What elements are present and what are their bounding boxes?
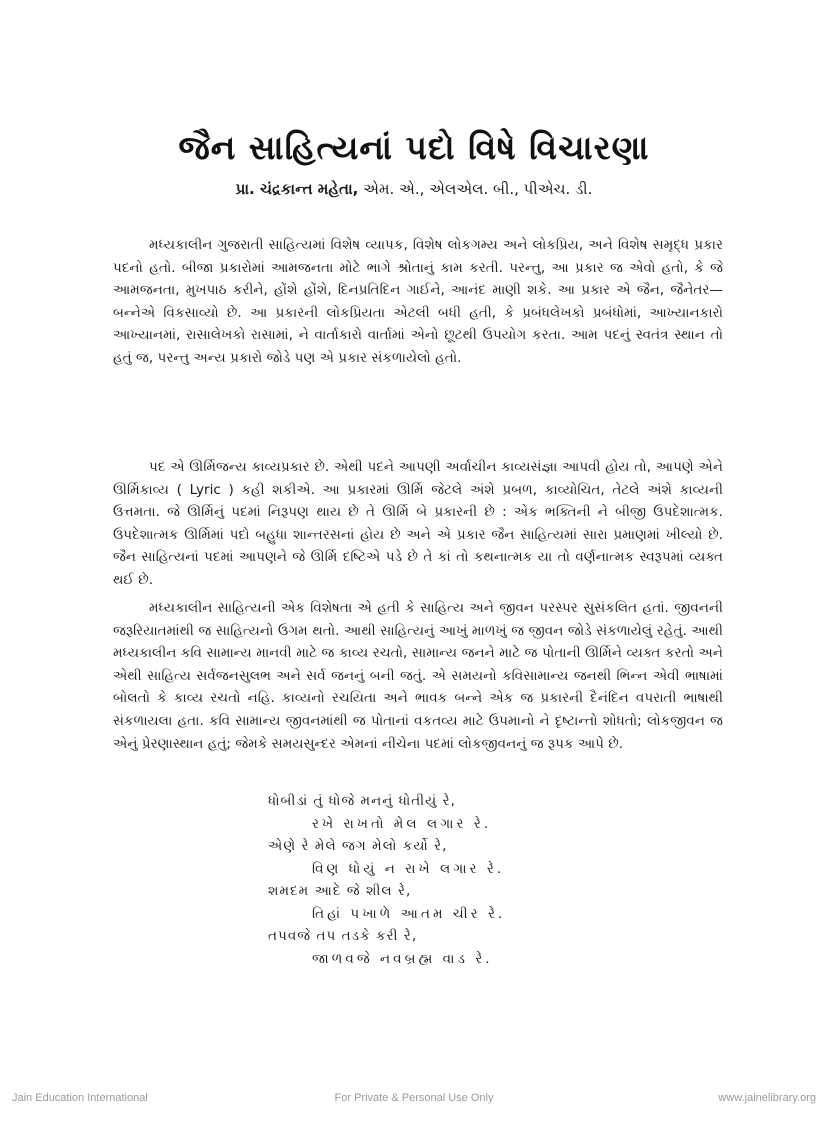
- verse-line: એણે રે મેલે જગ મેલો કર્યો રે,: [268, 838, 448, 854]
- footer-website-link[interactable]: www.jainelibrary.org: [718, 1092, 816, 1104]
- verse-block: [268, 790, 568, 970]
- verse-line: તિહાં પખાળે આતમ ચીર રે.: [312, 905, 506, 922]
- page-footer: [0, 1092, 828, 1112]
- paragraph-2: [113, 456, 723, 592]
- footer-usage-notice: For Private & Personal Use Only: [334, 1092, 494, 1104]
- author-name: પ્રા. ચંદ્રકાન્ત મહેતા,: [235, 180, 359, 198]
- paragraph-text: પદ એ ઊર્મિજન્ય કાવ્યપ્રકાર છે. એથી પદને આપણી અર્વાચીન કાવ્યસંજ્ઞા આપવી હોય તો, આપણે એને ઊર્મિકાવ્ય ( Lyric ) કહી શકીએ. આ પ્રકારમાં ઊર્મિ જેટલે અંશે પ્રબળ, કાવ્યોચિત, તેટલે અંશે કાવ્યની ઉત્તમતા. જે ઊર્મિનું પદમાં નિરૂપણ થાય છે તે ઊર્મિ બે પ્રકારની છે : એક ભક્તિની ને બીજી ઉપદેશાત્મક. ઉપદેશાત્મક ઊર્મિમાં પદો બહુધા શાન્તરસનાં હોય છે અને એ પ્રકાર જૈન સાહિત્યમાં સારા પ્રમાણમાં ખીલ્યો છે. જૈન સાહિત્યનાં પદમાં આપણને જે ઊર્મિ દષ્ટિએ પડે છે તે કાં તો કથનાત્મક યા તો વર્ણનાત્મક સ્વરૂપમાં વ્યક્ત થઈ છે.: [113, 459, 723, 588]
- paragraph-1: [113, 234, 723, 370]
- article-title: જૈન સાહિત્યનાં પદો વિષે વિચારણા: [178, 128, 650, 167]
- verse-line: રખે રાખતો મેલ લગાર રે.: [312, 815, 492, 832]
- footer-publisher: Jain Education International: [12, 1092, 148, 1104]
- verse-line: શમદમ આદે જે શીલ રે,: [268, 883, 412, 899]
- verse-line: વિણ ધોયું ન રાખે લગાર રે.: [312, 860, 505, 877]
- verse-line: જાળવજે નવબ્રહ્મ વાડ રે.: [312, 950, 493, 967]
- author-line: [0, 180, 828, 198]
- author-degrees: એમ. એ., એલએલ. બી., પીએચ. ડી.: [358, 180, 593, 198]
- verse-line: તપવજે તપ તડકે કરી રે,: [268, 928, 418, 944]
- paragraph-3: [113, 597, 723, 755]
- verse-line: ધોબીડાં તું ધોજે મનનું ધોતીયું રે,: [268, 793, 456, 809]
- paragraph-text: મધ્યકાલીન ગુજરાતી સાહિત્યમાં વિશેષ વ્યાપક, વિશેષ લોકગમ્ય અને લોકપ્રિય, અને વિશેષ સમૃદ્ધ પ્રકાર પદનો હતો. બીજા પ્રકારોમાં આમજનતા મોટે ભાગે શ્રોતાનું કામ કરતી. પરન્તુ, આ પ્રકાર જ એવો હતો, કે જે આમજનતા, મુખપાઠ કરીને, હોંશે હોંશે, દિનપ્રતિદિન ગાઈને, આનંદ માણી શકે. આ પ્રકાર એ જૈન, જૈનેતર—બન્નેએ વિકસાવ્યો છે. આ પ્રકારની લોકપ્રિયતા એટલી બધી હતી, કે પ્રબંધલેખકો પ્રબંધોમાં, આખ્યાનકારો આખ્યાનમાં, રાસાલેખકો રાસામાં, ને વાર્તાકારો વાર્તામાં એનો છૂટથી ઉપયોગ કરતા. આમ પદનું સ્વતંત્ર સ્થાન તો હતું જ, પરન્તુ અન્ય પ્રકારો જોડે પણ એ પ્રકાર સંકળાયેલો હતો.: [113, 237, 723, 366]
- paragraph-text: મધ્યકાલીન સાહિત્યની એક વિશેષતા એ હતી કે સાહિત્ય અને જીવન પરસ્પર સુસંકલિત હતાં. જીવનની જરૂરિયાતમાંથી જ સાહિત્યનો ઉગમ થતો. આથી સાહિત્યનું આખું માળખું જ જીવન જોડે સંકળાયેલું રહેતું. આથી મધ્યકાલીન કવિ સામાન્ય માનવી માટે જ કાવ્ય રચતો, સામાન્ય જનને માટે જ પોતાની ઊર્મિને વ્યક્ત કરતો અને એથી સાહિત્ય સર્વજનસુલભ અને સર્વ જનનું બની જતું. એ સમયનો કવિસામાન્ય જનથી ભિન્ન એવી ભાષામાં બોલતો કે કાવ્ય રચતો નહિ. કાવ્યનો રચયિતા અને ભાવક બન્ને એક જ પ્રકારની દૈનંદિન વપરાતી ભાષાથી સંકળાયલા હતા. કવિ સામાન્ય જીવનમાંથી જ પોતાનાં વકતવ્ય માટે ઉપમાનો ને દૃષ્ટાન્તો શોધતો; લોકજીવન જ એનું પ્રેરણાસ્થાન હતું; જેમકે સમયસુન્દર એમનાં નીચેના પદમાં લોકજીવનનું જ રૂપક આપે છે.: [113, 600, 723, 752]
